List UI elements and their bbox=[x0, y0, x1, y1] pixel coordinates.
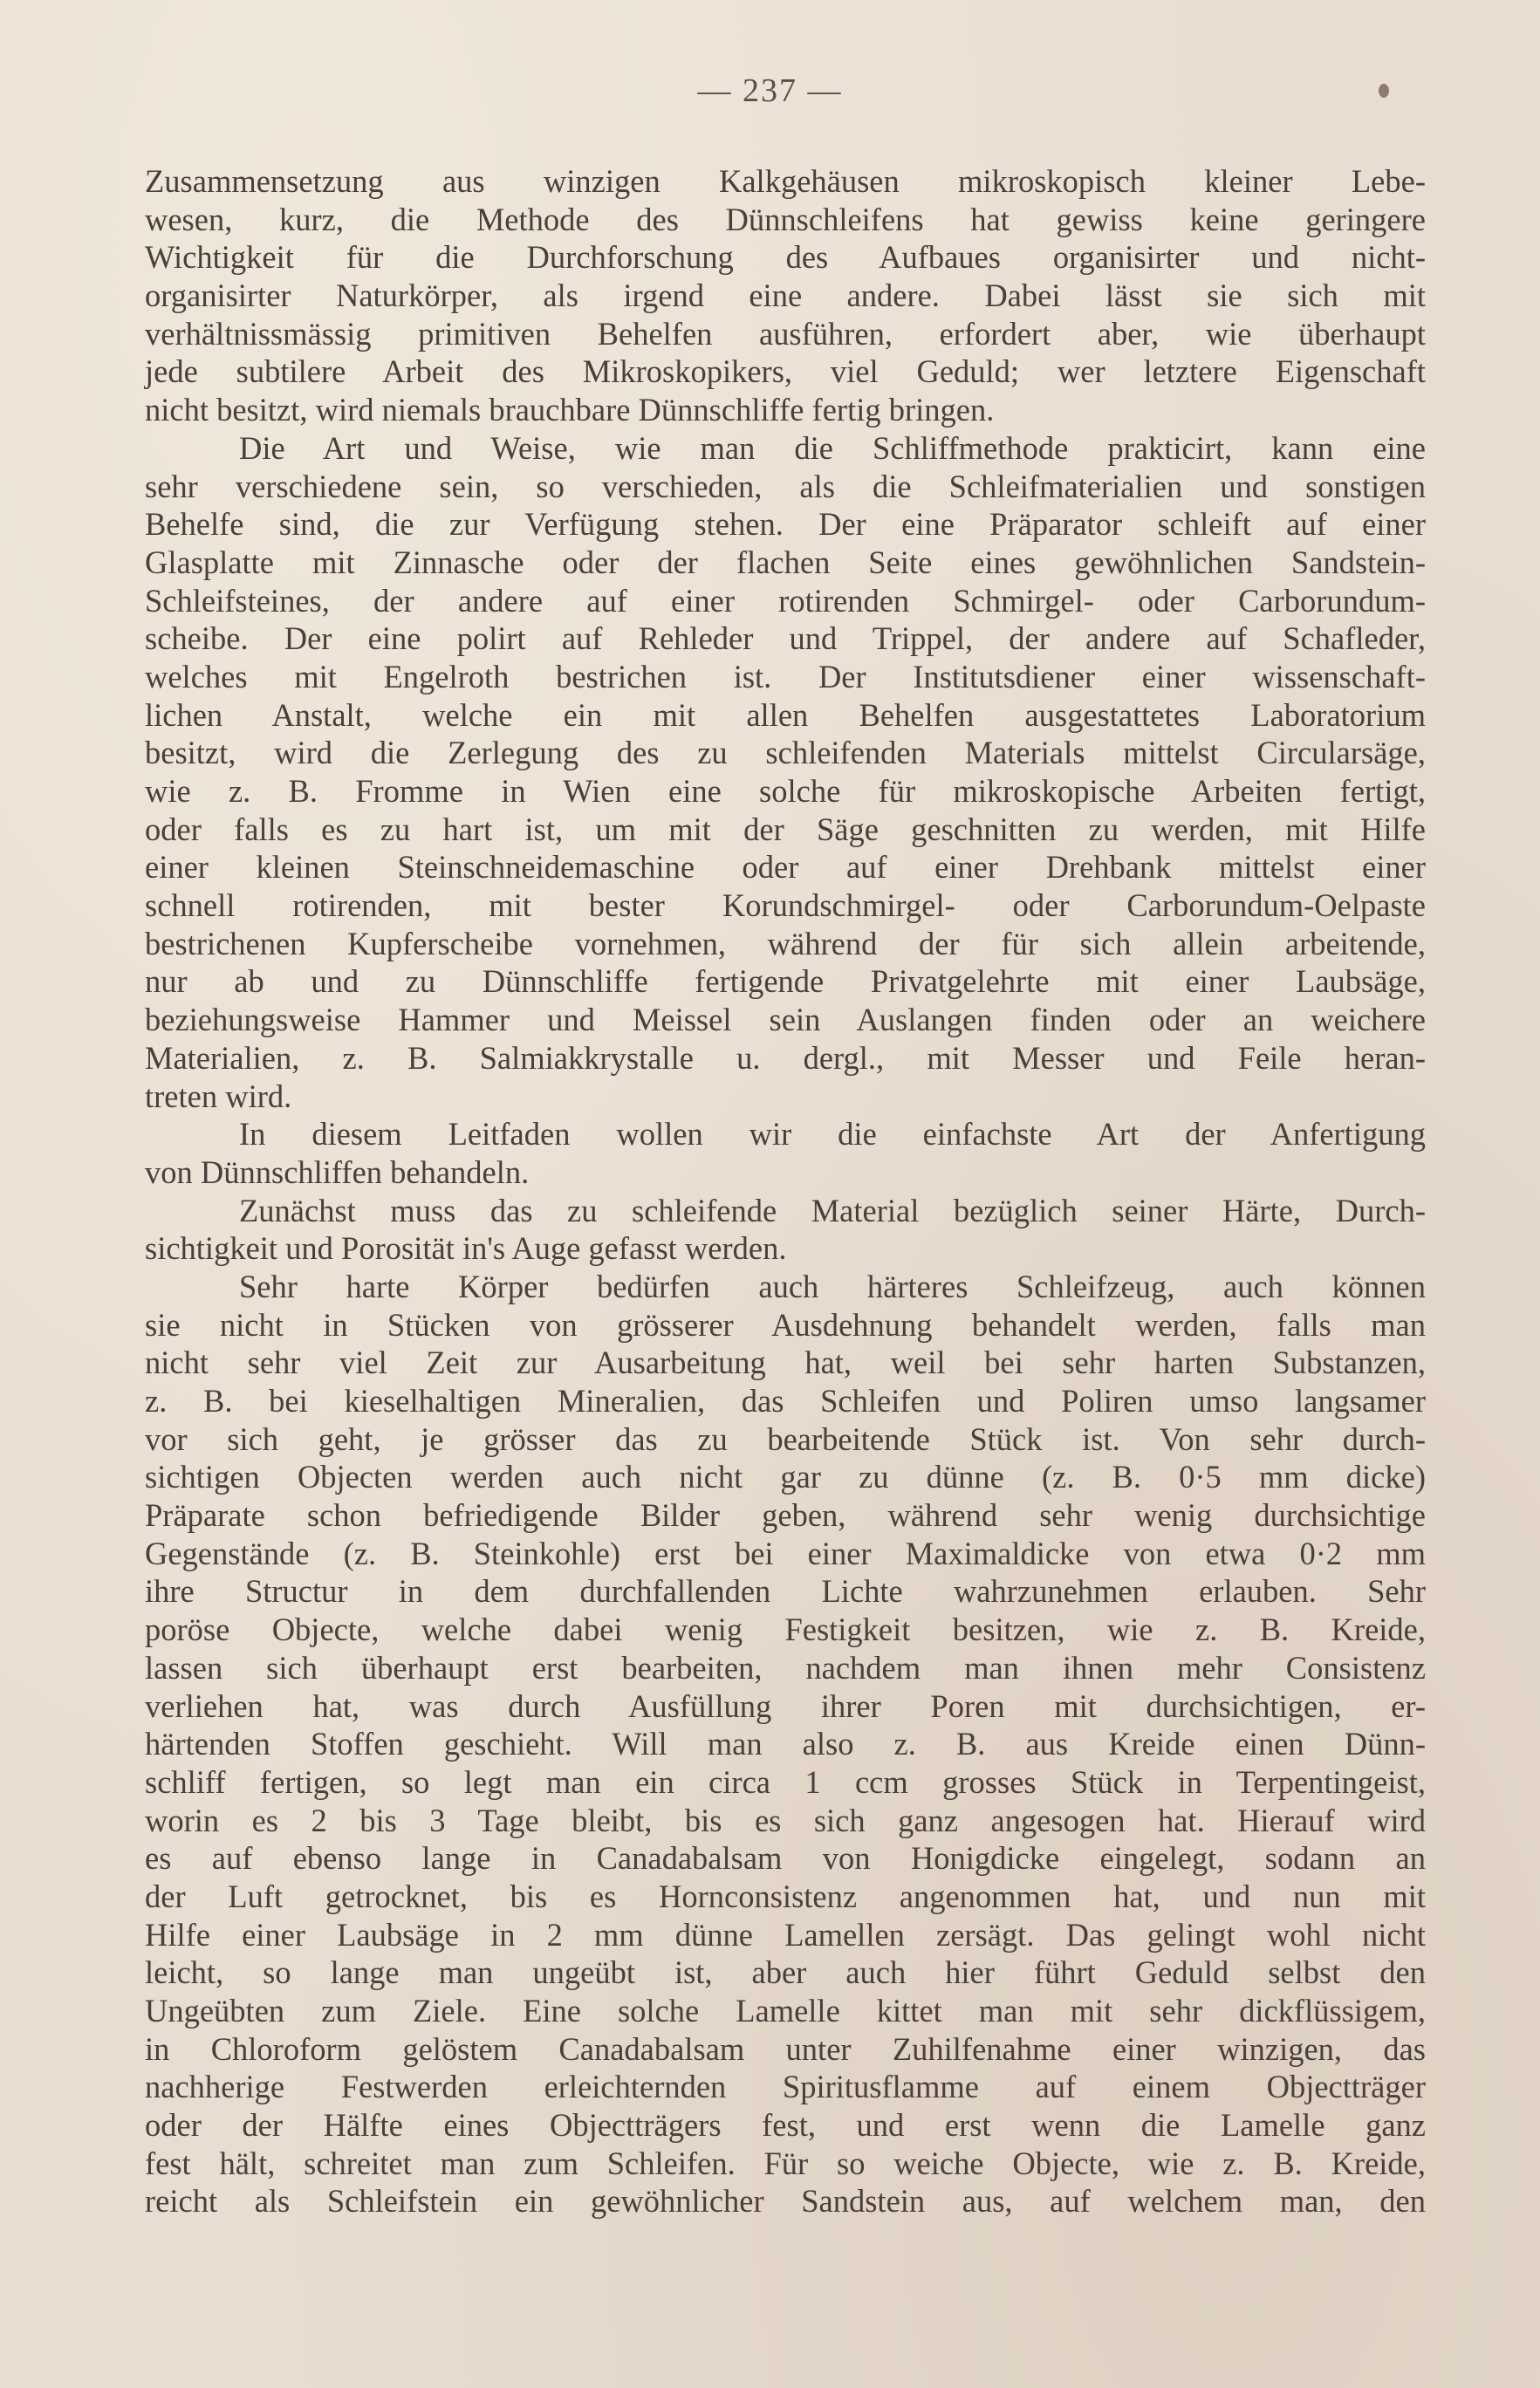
text-line: in Chloroform gelöstem Canadabalsam unter Zuhilfenahme einer winzigen, das bbox=[145, 2030, 1426, 2067]
text-line: sichtigkeit und Porosität in's Auge gefasst werden. bbox=[145, 1230, 787, 1267]
text-line: organisirter Naturkörper, als irgend eine andere. Dabei lässt sie sich mit bbox=[145, 277, 1426, 314]
text-line: der Luft getrocknet, bis es Hornconsistenz angenommen hat, und nun mit bbox=[145, 1878, 1426, 1914]
text-line: Schleifsteines, der andere auf einer rotirenden Schmirgel- oder Carborundum- bbox=[145, 582, 1426, 619]
text-line: Die Art und Weise, wie man die Schliffmethode prakticirt, kann eine bbox=[239, 429, 1426, 466]
text-line: leicht, so lange man ungeübt ist, aber auch hier führt Geduld selbst den bbox=[145, 1954, 1426, 1991]
text-line: Behelfe sind, die zur Verfügung stehen. Der eine Präparator schleift auf einer bbox=[145, 506, 1426, 543]
text-line: oder der Hälfte eines Objectträgers fest, und erst wenn die Lamelle ganz bbox=[145, 2107, 1426, 2144]
text-line: von Dünnschliffen behandeln. bbox=[145, 1153, 530, 1190]
text-line: Materialien, z. B. Salmiakkrystalle u. dergl., mit Messer und Feile heran- bbox=[145, 1039, 1426, 1076]
text-line: treten wird. bbox=[145, 1078, 292, 1114]
text-line: Glasplatte mit Zinnasche oder der flachen Seite eines gewöhnlichen Sandstein- bbox=[145, 544, 1426, 580]
text-line: schliff fertigen, so legt man ein circa 1 ccm grosses Stück in Terpentingeist, bbox=[145, 1763, 1426, 1800]
text-line: fest hält, schreitet man zum Schleifen. Für so weiche Objecte, wie z. B. Kreide, bbox=[145, 2145, 1426, 2181]
text-line: nachherige Festwerden erleichternden Spiritusflamme auf einem Objectträger bbox=[145, 2069, 1426, 2105]
text-line: Gegenstände (z. B. Steinkohle) erst bei einer Maximaldicke von etwa 0·2 mm bbox=[145, 1535, 1426, 1571]
text-line: Zunächst muss das zu schleifende Material bezüglich seiner Härte, Durch- bbox=[239, 1192, 1426, 1228]
ink-speck bbox=[1379, 84, 1389, 98]
text-line: lassen sich überhaupt erst bearbeiten, nachdem man ihnen mehr Consistenz bbox=[145, 1649, 1426, 1686]
text-line: nicht besitzt, wird niemals brauchbare Dünnschliffe fertig bringen. bbox=[145, 392, 995, 428]
text-line: besitzt, wird die Zerlegung des zu schleifenden Materials mittelst Circularsäge, bbox=[145, 735, 1426, 771]
text-line: einer kleinen Steinschneidemaschine oder auf einer Drehbank mittelst einer bbox=[145, 849, 1426, 886]
body-text bbox=[145, 162, 1426, 2220]
page-number: — 237 — bbox=[697, 72, 843, 109]
text-line: Hilfe einer Laubsäge in 2 mm dünne Lamellen zersägt. Das gelingt wohl nicht bbox=[145, 1916, 1426, 1953]
text-line: lichen Anstalt, welche ein mit allen Behelfen ausgestattetes Laboratorium bbox=[145, 696, 1426, 733]
text-line: oder falls es zu hart ist, um mit der Säge geschnitten zu werden, mit Hilfe bbox=[145, 811, 1426, 847]
text-line: sichtigen Objecten werden auch nicht gar zu dünne (z. B. 0·5 mm dicke) bbox=[145, 1459, 1426, 1495]
text-line: vor sich geht, je grösser das zu bearbeitende Stück ist. Von sehr durch- bbox=[145, 1420, 1426, 1457]
text-line: sie nicht in Stücken von grösserer Ausdehnung behandelt werden, falls man bbox=[145, 1306, 1426, 1343]
text-line: verhältnissmässig primitiven Behelfen ausführen, erfordert aber, wie überhaupt bbox=[145, 315, 1426, 352]
text-line: Präparate schon befriedigende Bilder geben, während sehr wenig durchsichtige bbox=[145, 1497, 1426, 1534]
text-line: jede subtilere Arbeit des Mikroskopikers, viel Geduld; wer letztere Eigenschaft bbox=[145, 353, 1426, 390]
text-line: härtenden Stoffen geschieht. Will man also z. B. aus Kreide einen Dünn- bbox=[145, 1726, 1426, 1762]
text-line: verliehen hat, was durch Ausfüllung ihrer Poren mit durchsichtigen, er- bbox=[145, 1687, 1426, 1724]
text-line: beziehungsweise Hammer und Meissel sein Auslangen finden oder an weichere bbox=[145, 1002, 1426, 1038]
text-line: Sehr harte Körper bedürfen auch härteres Schleifzeug, auch können bbox=[239, 1268, 1426, 1304]
text-line: welches mit Engelroth bestrichen ist. Der Institutsdiener einer wissenschaft- bbox=[145, 658, 1426, 695]
text-line: In diesem Leitfaden wollen wir die einfachste Art der Anfertigung bbox=[239, 1116, 1426, 1153]
text-line: nur ab und zu Dünnschliffe fertigende Privatgelehrte mit einer Laubsäge, bbox=[145, 963, 1426, 1000]
text-line: wesen, kurz, die Methode des Dünnschleifens hat gewiss keine geringere bbox=[145, 201, 1426, 237]
text-line: wie z. B. Fromme in Wien eine solche für mikroskopische Arbeiten fertigt, bbox=[145, 773, 1426, 809]
text-line: worin es 2 bis 3 Tage bleibt, bis es sich ganz angesogen hat. Hierauf wird bbox=[145, 1802, 1426, 1838]
text-line: poröse Objecte, welche dabei wenig Festigkeit besitzen, wie z. B. Kreide, bbox=[145, 1611, 1426, 1648]
text-line: nicht sehr viel Zeit zur Ausarbeitung hat, weil bei sehr harten Substanzen, bbox=[145, 1345, 1426, 1381]
text-line: bestrichenen Kupferscheibe vornehmen, während der für sich allein arbeitende, bbox=[145, 925, 1426, 961]
text-line: es auf ebenso lange in Canadabalsam von Honigdicke eingelegt, sodann an bbox=[145, 1840, 1426, 1877]
text-line: z. B. bei kieselhaltigen Mineralien, das Schleifen und Poliren umso langsamer bbox=[145, 1383, 1426, 1419]
text-line: Ungeübten zum Ziele. Eine solche Lamelle kittet man mit sehr dickflüssigem, bbox=[145, 1993, 1426, 2029]
text-line: scheibe. Der eine polirt auf Rehleder und Trippel, der andere auf Schafleder, bbox=[145, 620, 1426, 657]
text-line: reicht als Schleifstein ein gewöhnlicher Sandstein aus, auf welchem man, den bbox=[145, 2183, 1426, 2220]
text-line: Wichtigkeit für die Durchforschung des Aufbaues organisirter und nicht- bbox=[145, 239, 1426, 276]
text-line: schnell rotirenden, mit bester Korundschmirgel- oder Carborundum-Oelpaste bbox=[145, 887, 1426, 924]
text-line: Zusammensetzung aus winzigen Kalkgehäusen mikroskopisch kleiner Lebe- bbox=[145, 163, 1426, 199]
text-line: ihre Structur in dem durchfallenden Lichte wahrzunehmen erlauben. Sehr bbox=[145, 1573, 1426, 1610]
text-line: sehr verschiedene sein, so verschieden, als die Schleifmaterialien und sonstigen bbox=[145, 468, 1426, 504]
